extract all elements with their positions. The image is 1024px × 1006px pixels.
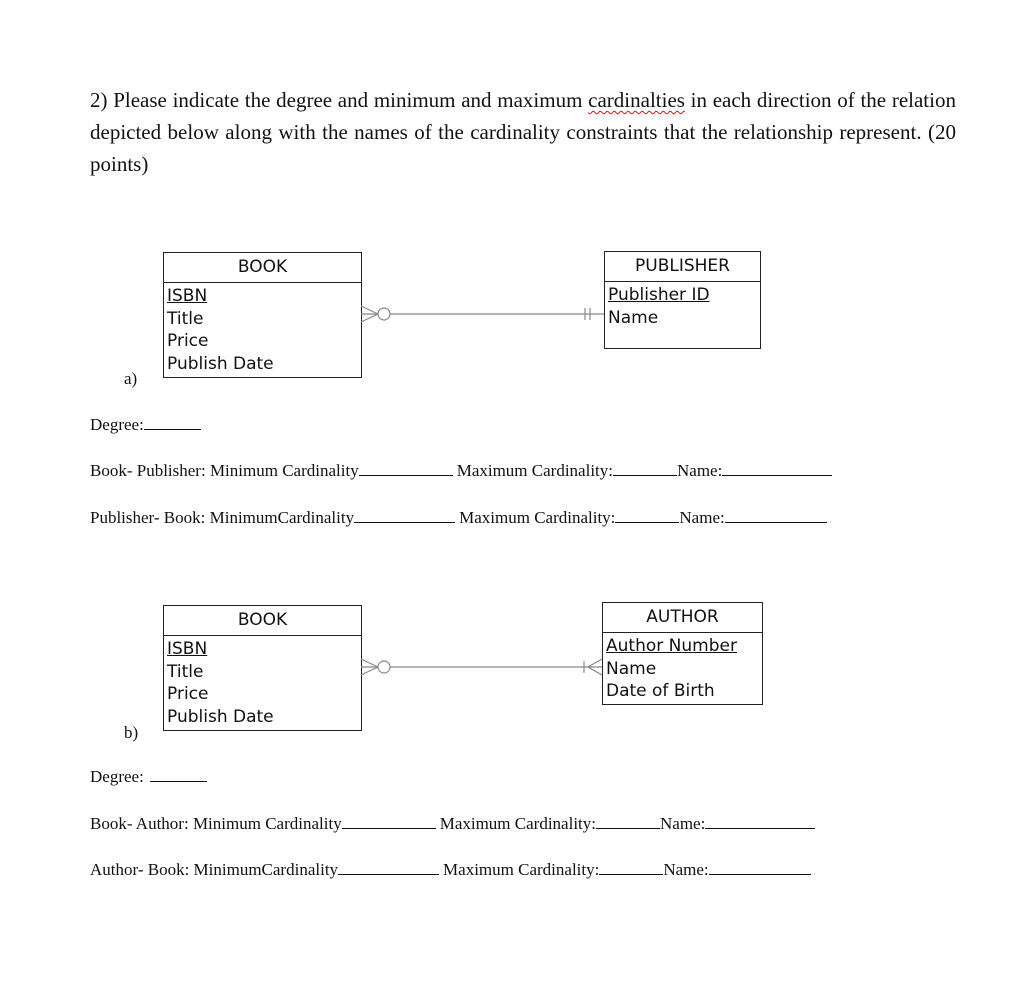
- max-cardinality-blank: [613, 474, 677, 476]
- entity-attributes: [605, 282, 760, 331]
- degree-label: Degree:: [90, 767, 144, 786]
- primary-key-attribute: ISBN: [167, 639, 208, 659]
- min-cardinality-label: Publisher- Book: MinimumCardinality: [90, 508, 355, 527]
- min-cardinality-blank: [354, 521, 455, 523]
- cardinality-row-book-publisher: [90, 461, 832, 481]
- primary-key-attribute: Publisher ID: [608, 285, 710, 305]
- name-label: Name:: [663, 860, 709, 879]
- degree-blank: [144, 428, 201, 430]
- name-blank: [709, 873, 811, 875]
- question-text-end: in each direction of the relation depicted below along with the names of the cardinality constraints that the relationship represent. (20 points): [90, 88, 956, 176]
- max-cardinality-label: Maximum Cardinality:: [459, 508, 616, 527]
- min-cardinality-label: Book- Author: Minimum Cardinality: [90, 814, 342, 833]
- entity-title: BOOK: [164, 606, 361, 636]
- max-cardinality-label: Maximum Cardinality:: [456, 461, 613, 480]
- name-label: Name:: [679, 508, 725, 527]
- attribute: Date of Birth: [606, 681, 715, 701]
- attribute: Name: [606, 658, 657, 679]
- question-text: [90, 84, 956, 180]
- entity-title: BOOK: [164, 253, 361, 283]
- min-cardinality-blank: [359, 474, 453, 476]
- name-blank: [725, 521, 827, 523]
- attribute: Publish Date: [167, 706, 274, 727]
- max-cardinality-blank: [599, 873, 663, 875]
- crows-foot-prong: [588, 667, 602, 675]
- degree-label: Degree:: [90, 415, 144, 434]
- attribute: Publish Date: [167, 353, 274, 374]
- degree-blank: [150, 780, 207, 782]
- cardinality-row-author-book: [90, 860, 811, 880]
- name-label: Name:: [660, 814, 706, 833]
- entity-book-a: [163, 252, 362, 378]
- crows-foot-prong: [361, 306, 378, 314]
- crows-foot-prong: [588, 659, 602, 667]
- attribute: Title: [167, 308, 204, 329]
- zero-circle-symbol: [378, 661, 390, 673]
- cardinality-row-book-author: [90, 814, 815, 834]
- entity-title: AUTHOR: [603, 603, 762, 633]
- primary-key-attribute: Author Number: [606, 636, 737, 656]
- entity-attributes: [603, 633, 762, 705]
- entity-title: PUBLISHER: [605, 252, 760, 282]
- attribute: Price: [167, 684, 209, 704]
- entity-attributes: [164, 283, 361, 377]
- entity-publisher: [604, 251, 761, 349]
- attribute: Name: [608, 307, 659, 328]
- degree-row-b: [90, 767, 207, 787]
- min-cardinality-label: Book- Publisher: Minimum Cardinality: [90, 461, 359, 480]
- min-cardinality-label: Author- Book: MinimumCardinality: [90, 860, 339, 879]
- primary-key-attribute: ISBN: [167, 286, 208, 306]
- max-cardinality-label: Maximum Cardinality:: [439, 814, 596, 833]
- part-b-marker: b): [124, 723, 139, 742]
- max-cardinality-blank: [596, 827, 660, 829]
- entity-author: [602, 602, 763, 705]
- degree-row-a: [90, 415, 201, 435]
- name-blank: [722, 474, 832, 476]
- name-label: Name:: [677, 461, 723, 480]
- attribute: Title: [167, 661, 204, 682]
- part-a-marker: a): [124, 369, 138, 388]
- name-blank: [705, 827, 815, 829]
- question-text-start: 2) Please indicate the degree and minimum and maximum: [90, 88, 589, 112]
- question-paragraph: [90, 84, 956, 180]
- entity-attributes: [164, 636, 361, 730]
- misspelled-word: cardinalties: [588, 88, 685, 112]
- entity-book-b: [163, 605, 362, 731]
- max-cardinality-blank: [615, 521, 679, 523]
- min-cardinality-blank: [338, 873, 439, 875]
- min-cardinality-blank: [342, 827, 436, 829]
- crows-foot-prong: [361, 314, 378, 322]
- crows-foot-prong: [361, 659, 378, 667]
- max-cardinality-label: Maximum Cardinality:: [443, 860, 600, 879]
- attribute: Price: [167, 331, 209, 351]
- zero-circle-symbol: [378, 308, 390, 320]
- cardinality-row-publisher-book: [90, 508, 827, 528]
- crows-foot-prong: [361, 667, 378, 675]
